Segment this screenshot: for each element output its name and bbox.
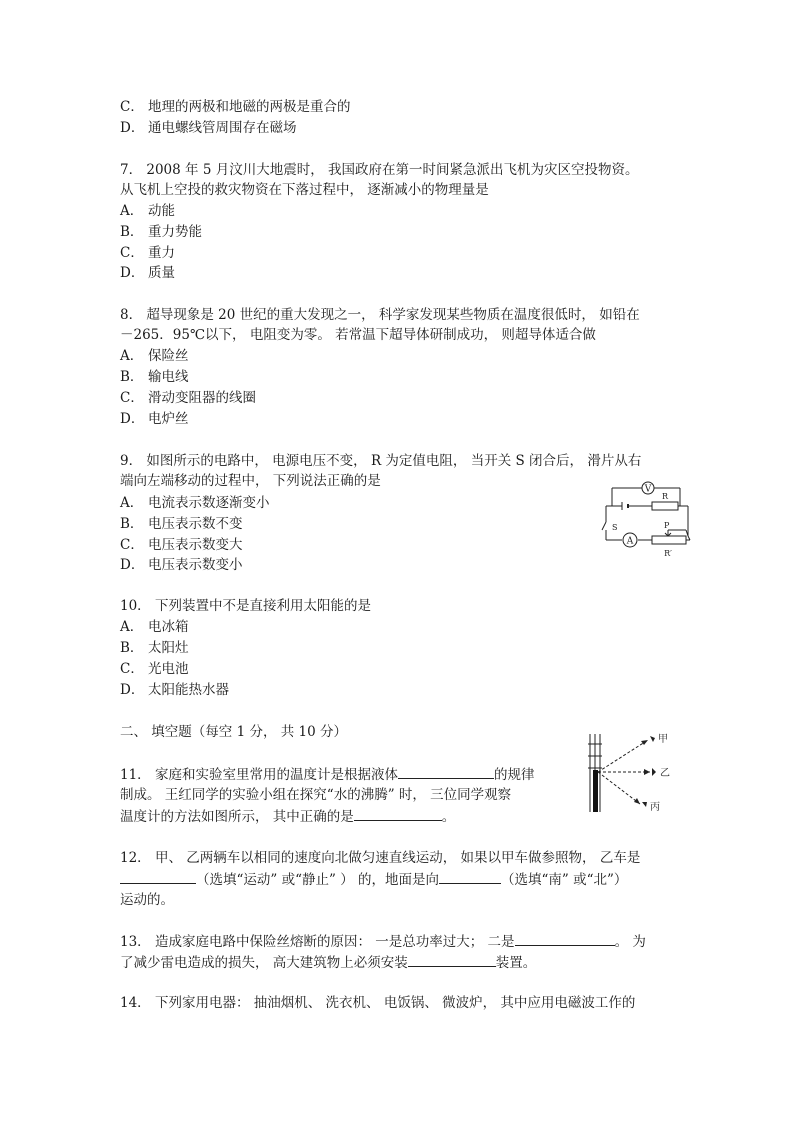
- q9-stem-line1: 9． 如图所示的电路中， 电源电压不变， R 为定值电阻， 当开关 S 闭合后， 滑片从右: [120, 453, 642, 469]
- q11-thermometer-figure: [578, 730, 678, 820]
- q6-option-c: C． 地理的两极和地磁的两极是重合的: [120, 99, 351, 115]
- q7-stem-line1: 7． 2008 年 5 月汶川大地震时， 我国政府在第一时间紧急派出飞机为灾区空投物资。: [120, 162, 639, 178]
- q12-blank-2[interactable]: [439, 869, 501, 884]
- q9-option-d: D． 电压表示数变小: [120, 557, 243, 573]
- svg-text:R: R: [661, 492, 669, 501]
- q14-line1: 14． 下列家用电器： 抽油烟机、 洗衣机、 电饭锅、 微波炉， 其中应用电磁波工作的: [120, 995, 636, 1011]
- q7-option-b: B． 重力势能: [120, 224, 202, 240]
- q12-blank-1[interactable]: [120, 869, 196, 884]
- q7-option-d: D． 质量: [120, 265, 175, 281]
- q10-stem: 10． 下列装置中不是直接利用太阳能的是: [120, 598, 371, 614]
- q11-line1: 11． 家庭和实验室里常用的温度计是根据液体 的规律: [120, 764, 534, 785]
- eye-icon-jia: [650, 736, 655, 742]
- label-yi: 乙: [660, 768, 670, 779]
- svg-text:V: V: [644, 484, 652, 495]
- q8-stem-line2: －265．95℃以下， 电阻变为零。 若常温下超导体研制成功， 则超导体适合做: [120, 327, 596, 343]
- q7-stem-line2: 从飞机上空投的救灾物资在下落过程中， 逐渐减小的物理量是: [120, 182, 489, 198]
- svg-text:S: S: [612, 523, 618, 532]
- q9-option-a: A． 电流表示数逐渐变小: [120, 495, 270, 511]
- q12-line1: 12． 甲、 乙两辆车以相同的速度向北做匀速直线运动， 如果以甲车做参照物， 乙车是: [120, 850, 641, 866]
- q7-option-a: A． 动能: [120, 203, 175, 219]
- ammeter-symbol: [623, 533, 637, 547]
- resistor-r-symbol: [652, 492, 678, 510]
- q11-line3: 温度计的方法如图所示， 其中正确的是 。: [120, 806, 455, 827]
- battery-symbol: [622, 502, 628, 510]
- label-bing: 丙: [650, 802, 660, 813]
- voltmeter-symbol: [642, 482, 654, 495]
- q8-option-a: A． 保险丝: [120, 348, 189, 364]
- section-2-heading: 二、 填空题（每空 1 分， 共 10 分）: [120, 724, 348, 740]
- q10-option-c: C． 光电池: [120, 661, 189, 677]
- svg-text:P: P: [664, 521, 670, 530]
- q8-stem-line1: 8． 超导现象是 20 世纪的重大发现之一， 科学家发现某些物质在温度很低时， 如铅在: [120, 307, 640, 323]
- q13-line2: 了减少雷电造成的损失， 高大建筑物上必须安装 装置。: [120, 952, 536, 973]
- q13-blank-2[interactable]: [408, 952, 496, 967]
- q10-option-d: D． 太阳能热水器: [120, 682, 229, 698]
- label-jia: 甲: [658, 734, 668, 745]
- q8-option-c: C． 滑动变阻器的线圈: [120, 390, 256, 406]
- svg-text:R′: R′: [664, 549, 672, 558]
- q9-circuit-diagram: [596, 476, 698, 564]
- eye-icon-yi: [652, 768, 656, 776]
- q11-blank-2[interactable]: [354, 806, 442, 821]
- q9-stem-line2: 端向左端移动的过程中， 下列说法正确的是: [120, 473, 381, 489]
- eye-icon-bing: [642, 802, 647, 807]
- rheostat-symbol: [652, 521, 686, 558]
- q12-line3: 运动的。: [120, 892, 174, 908]
- q9-option-b: B． 电压表示数不变: [120, 516, 243, 532]
- q9-option-c: C． 电压表示数变大: [120, 537, 243, 553]
- svg-text:A: A: [626, 536, 634, 547]
- switch-s-symbol: [602, 522, 617, 532]
- q13-line1: 13． 造成家庭电路中保险丝熔断的原因： 一是总功率过大； 二是 。 为: [120, 931, 646, 952]
- q13-blank-1[interactable]: [515, 931, 615, 946]
- q10-option-a: A． 电冰箱: [120, 619, 189, 635]
- q10-option-b: B． 太阳灶: [120, 640, 189, 656]
- q12-line2: （选填“运动” 或“静止” ） 的，地面是向 （选填“南” 或“北”）: [120, 869, 627, 890]
- q6-option-d: D． 通电螺线管周围存在磁场: [120, 120, 297, 136]
- q7-option-c: C． 重力: [120, 245, 175, 261]
- thermometer-liquid-column: [593, 770, 598, 812]
- q11-blank-1[interactable]: [398, 764, 494, 779]
- q8-option-b: B． 输电线: [120, 369, 189, 385]
- q11-line2: 制成。 王红同学的实验小组在探究“水的沸腾” 时， 三位同学观察: [120, 787, 512, 803]
- q8-option-d: D． 电炉丝: [120, 411, 189, 427]
